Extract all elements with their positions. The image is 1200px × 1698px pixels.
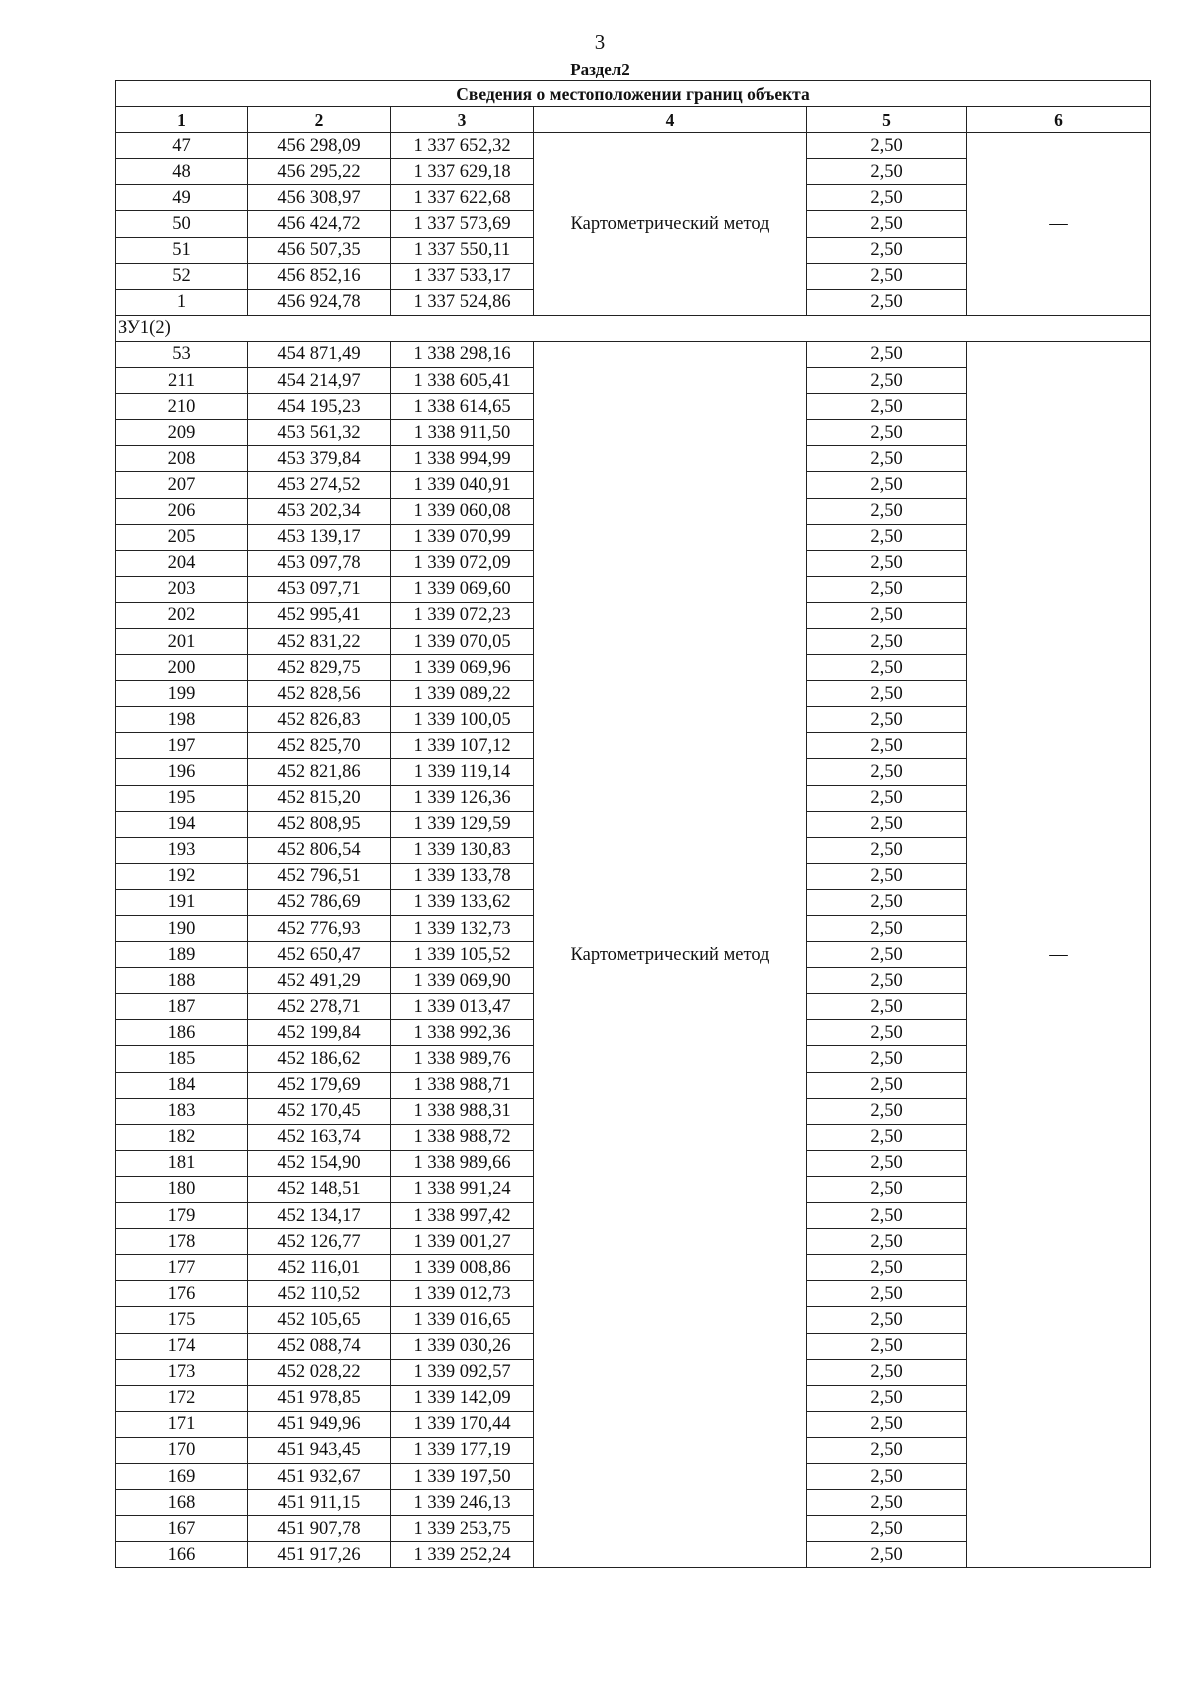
- y-coordinate-cell: 1 337 652,32: [391, 133, 534, 159]
- y-coordinate-cell: 1 339 126,36: [391, 785, 534, 811]
- accuracy-cell: 2,50: [807, 185, 967, 211]
- point-number-cell: 52: [116, 263, 248, 289]
- column-header: 1: [116, 107, 248, 133]
- y-coordinate-cell: 1 339 107,12: [391, 733, 534, 759]
- x-coordinate-cell: 451 911,15: [248, 1490, 391, 1516]
- accuracy-cell: 2,50: [807, 368, 967, 394]
- point-number-cell: 181: [116, 1150, 248, 1176]
- accuracy-cell: 2,50: [807, 446, 967, 472]
- x-coordinate-cell: 452 829,75: [248, 655, 391, 681]
- accuracy-cell: 2,50: [807, 576, 967, 602]
- y-coordinate-cell: 1 339 100,05: [391, 707, 534, 733]
- point-number-cell: 176: [116, 1281, 248, 1307]
- x-coordinate-cell: 452 110,52: [248, 1281, 391, 1307]
- x-coordinate-cell: 452 163,74: [248, 1124, 391, 1150]
- x-coordinate-cell: 452 831,22: [248, 628, 391, 654]
- x-coordinate-cell: 451 978,85: [248, 1385, 391, 1411]
- x-coordinate-cell: 454 214,97: [248, 368, 391, 394]
- y-coordinate-cell: 1 339 132,73: [391, 916, 534, 942]
- accuracy-cell: 2,50: [807, 837, 967, 863]
- y-coordinate-cell: 1 339 177,19: [391, 1437, 534, 1463]
- y-coordinate-cell: 1 338 988,31: [391, 1098, 534, 1124]
- accuracy-cell: 2,50: [807, 1072, 967, 1098]
- y-coordinate-cell: 1 338 997,42: [391, 1203, 534, 1229]
- point-number-cell: 183: [116, 1098, 248, 1124]
- section-title: Раздел2: [570, 60, 630, 79]
- accuracy-cell: 2,50: [807, 1020, 967, 1046]
- point-number-cell: 194: [116, 811, 248, 837]
- point-number-cell: 186: [116, 1020, 248, 1046]
- table-row: [116, 341, 1151, 367]
- y-coordinate-cell: 1 339 069,96: [391, 655, 534, 681]
- accuracy-cell: 2,50: [807, 889, 967, 915]
- x-coordinate-cell: 451 917,26: [248, 1542, 391, 1568]
- point-number-cell: 198: [116, 707, 248, 733]
- y-coordinate-cell: 1 339 246,13: [391, 1490, 534, 1516]
- point-number-cell: 188: [116, 968, 248, 994]
- note-cell: —: [967, 133, 1151, 316]
- method-cell: Картометрический метод: [534, 341, 807, 1567]
- point-number-cell: 207: [116, 472, 248, 498]
- point-number-cell: 209: [116, 420, 248, 446]
- y-coordinate-cell: 1 339 060,08: [391, 498, 534, 524]
- y-coordinate-cell: 1 338 994,99: [391, 446, 534, 472]
- column-header: 3: [391, 107, 534, 133]
- accuracy-cell: 2,50: [807, 211, 967, 237]
- y-coordinate-cell: 1 339 072,23: [391, 602, 534, 628]
- y-coordinate-cell: 1 339 130,83: [391, 837, 534, 863]
- y-coordinate-cell: 1 339 133,78: [391, 863, 534, 889]
- accuracy-cell: 2,50: [807, 394, 967, 420]
- x-coordinate-cell: 452 154,90: [248, 1150, 391, 1176]
- accuracy-cell: 2,50: [807, 472, 967, 498]
- table-title: Сведения о местоположении границ объекта: [116, 81, 1151, 107]
- point-number-cell: 175: [116, 1307, 248, 1333]
- point-number-cell: 170: [116, 1437, 248, 1463]
- y-coordinate-cell: 1 337 622,68: [391, 185, 534, 211]
- x-coordinate-cell: 452 826,83: [248, 707, 391, 733]
- point-number-cell: 193: [116, 837, 248, 863]
- accuracy-cell: 2,50: [807, 811, 967, 837]
- y-coordinate-cell: 1 337 629,18: [391, 159, 534, 185]
- point-number-cell: 197: [116, 733, 248, 759]
- accuracy-cell: 2,50: [807, 1359, 967, 1385]
- x-coordinate-cell: 452 815,20: [248, 785, 391, 811]
- accuracy-cell: 2,50: [807, 1098, 967, 1124]
- x-coordinate-cell: 453 379,84: [248, 446, 391, 472]
- y-coordinate-cell: 1 338 989,76: [391, 1046, 534, 1072]
- x-coordinate-cell: 452 491,29: [248, 968, 391, 994]
- y-coordinate-cell: 1 339 069,90: [391, 968, 534, 994]
- point-number-cell: 166: [116, 1542, 248, 1568]
- point-number-cell: 180: [116, 1176, 248, 1202]
- x-coordinate-cell: 452 105,65: [248, 1307, 391, 1333]
- point-number-cell: 182: [116, 1124, 248, 1150]
- y-coordinate-cell: 1 339 119,14: [391, 759, 534, 785]
- x-coordinate-cell: 453 274,52: [248, 472, 391, 498]
- x-coordinate-cell: 452 116,01: [248, 1255, 391, 1281]
- accuracy-cell: 2,50: [807, 942, 967, 968]
- x-coordinate-cell: 453 561,32: [248, 420, 391, 446]
- point-number-cell: 191: [116, 889, 248, 915]
- accuracy-cell: 2,50: [807, 1463, 967, 1489]
- table-body: [116, 81, 1151, 1568]
- column-header-row: [116, 107, 1151, 133]
- point-number-cell: 171: [116, 1411, 248, 1437]
- x-coordinate-cell: 452 825,70: [248, 733, 391, 759]
- x-coordinate-cell: 451 943,45: [248, 1437, 391, 1463]
- accuracy-cell: 2,50: [807, 1255, 967, 1281]
- point-number-cell: 195: [116, 785, 248, 811]
- x-coordinate-cell: 456 924,78: [248, 289, 391, 315]
- x-coordinate-cell: 452 134,17: [248, 1203, 391, 1229]
- table-title-row: [116, 81, 1151, 107]
- point-number-cell: 189: [116, 942, 248, 968]
- y-coordinate-cell: 1 339 070,05: [391, 628, 534, 654]
- x-coordinate-cell: 453 097,71: [248, 576, 391, 602]
- point-number-cell: 179: [116, 1203, 248, 1229]
- x-coordinate-cell: 453 139,17: [248, 524, 391, 550]
- y-coordinate-cell: 1 339 170,44: [391, 1411, 534, 1437]
- accuracy-cell: 2,50: [807, 602, 967, 628]
- x-coordinate-cell: 452 170,45: [248, 1098, 391, 1124]
- point-number-cell: 167: [116, 1516, 248, 1542]
- y-coordinate-cell: 1 338 298,16: [391, 341, 534, 367]
- point-number-cell: 210: [116, 394, 248, 420]
- x-coordinate-cell: 452 186,62: [248, 1046, 391, 1072]
- x-coordinate-cell: 452 786,69: [248, 889, 391, 915]
- y-coordinate-cell: 1 337 533,17: [391, 263, 534, 289]
- accuracy-cell: 2,50: [807, 133, 967, 159]
- point-number-cell: 172: [116, 1385, 248, 1411]
- accuracy-cell: 2,50: [807, 1333, 967, 1359]
- point-number-cell: 51: [116, 237, 248, 263]
- accuracy-cell: 2,50: [807, 550, 967, 576]
- accuracy-cell: 2,50: [807, 968, 967, 994]
- note-cell: —: [967, 341, 1151, 1567]
- accuracy-cell: 2,50: [807, 1203, 967, 1229]
- y-coordinate-cell: 1 338 988,71: [391, 1072, 534, 1098]
- method-cell: Картометрический метод: [534, 133, 807, 316]
- y-coordinate-cell: 1 339 092,57: [391, 1359, 534, 1385]
- x-coordinate-cell: 452 148,51: [248, 1176, 391, 1202]
- y-coordinate-cell: 1 339 016,65: [391, 1307, 534, 1333]
- point-number-cell: 190: [116, 916, 248, 942]
- accuracy-cell: 2,50: [807, 1411, 967, 1437]
- y-coordinate-cell: 1 338 988,72: [391, 1124, 534, 1150]
- y-coordinate-cell: 1 339 069,60: [391, 576, 534, 602]
- x-coordinate-cell: 456 507,35: [248, 237, 391, 263]
- point-number-cell: 208: [116, 446, 248, 472]
- point-number-cell: 50: [116, 211, 248, 237]
- point-number-cell: 49: [116, 185, 248, 211]
- y-coordinate-cell: 1 339 072,09: [391, 550, 534, 576]
- y-coordinate-cell: 1 337 524,86: [391, 289, 534, 315]
- point-number-cell: 187: [116, 994, 248, 1020]
- point-number-cell: 205: [116, 524, 248, 550]
- point-number-cell: 178: [116, 1229, 248, 1255]
- accuracy-cell: 2,50: [807, 1516, 967, 1542]
- x-coordinate-cell: 452 028,22: [248, 1359, 391, 1385]
- y-coordinate-cell: 1 338 911,50: [391, 420, 534, 446]
- y-coordinate-cell: 1 339 008,86: [391, 1255, 534, 1281]
- point-number-cell: 203: [116, 576, 248, 602]
- y-coordinate-cell: 1 339 013,47: [391, 994, 534, 1020]
- point-number-cell: 211: [116, 368, 248, 394]
- x-coordinate-cell: 452 828,56: [248, 681, 391, 707]
- point-number-cell: 169: [116, 1463, 248, 1489]
- accuracy-cell: 2,50: [807, 655, 967, 681]
- y-coordinate-cell: 1 339 105,52: [391, 942, 534, 968]
- y-coordinate-cell: 1 339 070,99: [391, 524, 534, 550]
- x-coordinate-cell: 456 424,72: [248, 211, 391, 237]
- point-number-cell: 48: [116, 159, 248, 185]
- y-coordinate-cell: 1 338 991,24: [391, 1176, 534, 1202]
- x-coordinate-cell: 456 295,22: [248, 159, 391, 185]
- x-coordinate-cell: 456 298,09: [248, 133, 391, 159]
- accuracy-cell: 2,50: [807, 759, 967, 785]
- boundary-coordinates-table: [115, 80, 1151, 1568]
- accuracy-cell: 2,50: [807, 1490, 967, 1516]
- accuracy-cell: 2,50: [807, 263, 967, 289]
- accuracy-cell: 2,50: [807, 1385, 967, 1411]
- column-header: 4: [534, 107, 807, 133]
- y-coordinate-cell: 1 339 252,24: [391, 1542, 534, 1568]
- y-coordinate-cell: 1 339 001,27: [391, 1229, 534, 1255]
- x-coordinate-cell: 451 949,96: [248, 1411, 391, 1437]
- x-coordinate-cell: 451 907,78: [248, 1516, 391, 1542]
- accuracy-cell: 2,50: [807, 628, 967, 654]
- column-header: 2: [248, 107, 391, 133]
- y-coordinate-cell: 1 339 040,91: [391, 472, 534, 498]
- accuracy-cell: 2,50: [807, 681, 967, 707]
- accuracy-cell: 2,50: [807, 785, 967, 811]
- accuracy-cell: 2,50: [807, 1150, 967, 1176]
- accuracy-cell: 2,50: [807, 994, 967, 1020]
- x-coordinate-cell: 452 199,84: [248, 1020, 391, 1046]
- accuracy-cell: 2,50: [807, 1307, 967, 1333]
- accuracy-cell: 2,50: [807, 707, 967, 733]
- y-coordinate-cell: 1 337 550,11: [391, 237, 534, 263]
- column-header: 5: [807, 107, 967, 133]
- x-coordinate-cell: 452 088,74: [248, 1333, 391, 1359]
- accuracy-cell: 2,50: [807, 159, 967, 185]
- point-number-cell: 199: [116, 681, 248, 707]
- x-coordinate-cell: 452 995,41: [248, 602, 391, 628]
- y-coordinate-cell: 1 339 089,22: [391, 681, 534, 707]
- point-number-cell: 1: [116, 289, 248, 315]
- x-coordinate-cell: 452 796,51: [248, 863, 391, 889]
- x-coordinate-cell: 452 278,71: [248, 994, 391, 1020]
- point-number-cell: 196: [116, 759, 248, 785]
- point-number-cell: 184: [116, 1072, 248, 1098]
- accuracy-cell: 2,50: [807, 1046, 967, 1072]
- accuracy-cell: 2,50: [807, 1176, 967, 1202]
- accuracy-cell: 2,50: [807, 1437, 967, 1463]
- x-coordinate-cell: 451 932,67: [248, 1463, 391, 1489]
- x-coordinate-cell: 452 650,47: [248, 942, 391, 968]
- y-coordinate-cell: 1 339 129,59: [391, 811, 534, 837]
- point-number-cell: 204: [116, 550, 248, 576]
- x-coordinate-cell: 453 202,34: [248, 498, 391, 524]
- x-coordinate-cell: 454 195,23: [248, 394, 391, 420]
- point-number-cell: 177: [116, 1255, 248, 1281]
- y-coordinate-cell: 1 338 989,66: [391, 1150, 534, 1176]
- point-number-cell: 206: [116, 498, 248, 524]
- x-coordinate-cell: 456 308,97: [248, 185, 391, 211]
- y-coordinate-cell: 1 337 573,69: [391, 211, 534, 237]
- point-number-cell: 200: [116, 655, 248, 681]
- y-coordinate-cell: 1 338 992,36: [391, 1020, 534, 1046]
- y-coordinate-cell: 1 339 030,26: [391, 1333, 534, 1359]
- column-header: 6: [967, 107, 1151, 133]
- y-coordinate-cell: 1 339 142,09: [391, 1385, 534, 1411]
- accuracy-cell: 2,50: [807, 1124, 967, 1150]
- y-coordinate-cell: 1 339 012,73: [391, 1281, 534, 1307]
- point-number-cell: 168: [116, 1490, 248, 1516]
- y-coordinate-cell: 1 339 133,62: [391, 889, 534, 915]
- accuracy-cell: 2,50: [807, 420, 967, 446]
- point-number-cell: 47: [116, 133, 248, 159]
- x-coordinate-cell: 452 808,95: [248, 811, 391, 837]
- x-coordinate-cell: 452 179,69: [248, 1072, 391, 1098]
- y-coordinate-cell: 1 338 605,41: [391, 368, 534, 394]
- x-coordinate-cell: 452 821,86: [248, 759, 391, 785]
- point-number-cell: 185: [116, 1046, 248, 1072]
- point-number-cell: 53: [116, 341, 248, 367]
- y-coordinate-cell: 1 338 614,65: [391, 394, 534, 420]
- x-coordinate-cell: 456 852,16: [248, 263, 391, 289]
- table-row: [116, 133, 1151, 159]
- accuracy-cell: 2,50: [807, 916, 967, 942]
- x-coordinate-cell: 452 776,93: [248, 916, 391, 942]
- x-coordinate-cell: 454 871,49: [248, 341, 391, 367]
- x-coordinate-cell: 452 806,54: [248, 837, 391, 863]
- point-number-cell: 173: [116, 1359, 248, 1385]
- x-coordinate-cell: 452 126,77: [248, 1229, 391, 1255]
- accuracy-cell: 2,50: [807, 1229, 967, 1255]
- group-label-row: [116, 315, 1151, 341]
- accuracy-cell: 2,50: [807, 863, 967, 889]
- point-number-cell: 192: [116, 863, 248, 889]
- accuracy-cell: 2,50: [807, 237, 967, 263]
- point-number-cell: 202: [116, 602, 248, 628]
- group-label: ЗУ1(2): [116, 315, 1151, 341]
- accuracy-cell: 2,50: [807, 289, 967, 315]
- accuracy-cell: 2,50: [807, 341, 967, 367]
- accuracy-cell: 2,50: [807, 1281, 967, 1307]
- accuracy-cell: 2,50: [807, 1542, 967, 1568]
- x-coordinate-cell: 453 097,78: [248, 550, 391, 576]
- accuracy-cell: 2,50: [807, 498, 967, 524]
- accuracy-cell: 2,50: [807, 733, 967, 759]
- point-number-cell: 201: [116, 628, 248, 654]
- y-coordinate-cell: 1 339 197,50: [391, 1463, 534, 1489]
- accuracy-cell: 2,50: [807, 524, 967, 550]
- y-coordinate-cell: 1 339 253,75: [391, 1516, 534, 1542]
- page-number: 3: [594, 30, 606, 54]
- point-number-cell: 174: [116, 1333, 248, 1359]
